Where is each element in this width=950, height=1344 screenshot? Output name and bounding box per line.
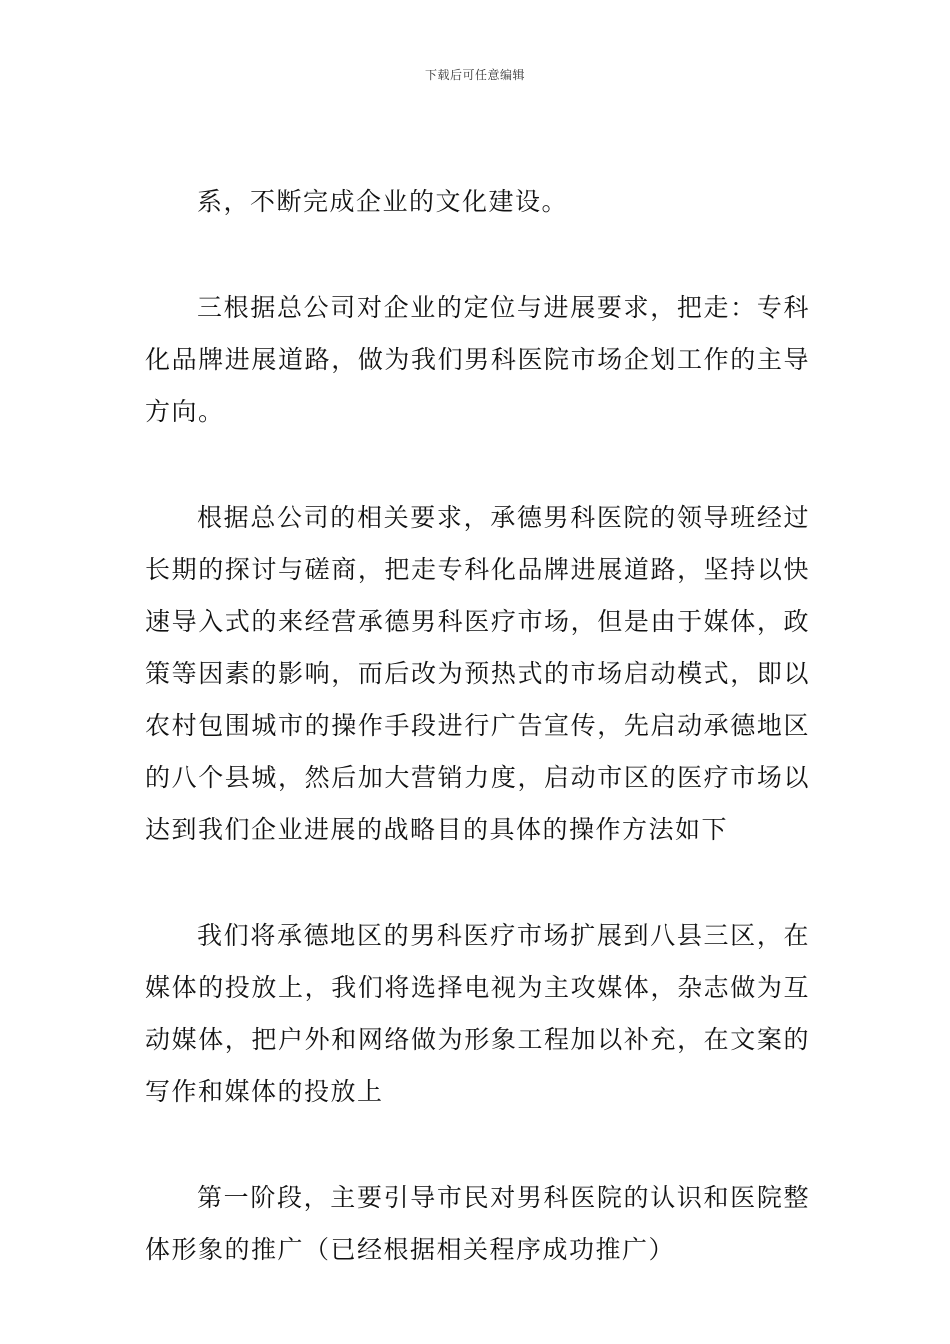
paragraph-gap bbox=[145, 438, 810, 492]
paragraph-gap bbox=[145, 856, 810, 910]
paragraph-2: 三根据总公司对企业的定位与进展要求，把走：专科化品牌进展道路，做为我们男科医院市场企划工作的主导方向。 bbox=[145, 293, 810, 426]
page-header-note: 下载后可任意编辑 bbox=[424, 68, 525, 82]
paragraph-3: 根据总公司的相关要求，承德男科医院的领导班经过长期的探讨与磋商，把走专科化品牌进展道路，坚持以快速导入式的来经营承德男科医疗市场，但是由于媒体，政策等因素的影响，而后改为预热式的市场启动模式，即以农村包围城市的操作手段进行广告宣传，先启动承德地区的八个县城，然后加大营销力度，启动市区的医疗市场以达到我们企业进展的战略目的具体的操作方法如下 bbox=[145, 503, 810, 844]
paragraph-gap bbox=[145, 228, 810, 282]
document-body bbox=[145, 176, 810, 1276]
paragraph-gap bbox=[145, 1118, 810, 1172]
paragraph-5: 第一阶段，主要引导市民对男科医院的认识和医院整体形象的推广（已经根据相关程序成功推广） bbox=[145, 1183, 810, 1264]
paragraph-4: 我们将承德地区的男科医疗市场扩展到八县三区，在媒体的投放上，我们将选择电视为主攻媒体，杂志做为互动媒体，把户外和网络做为形象工程加以补充，在文案的写作和媒体的投放上 bbox=[145, 921, 810, 1106]
paragraph-1: 系，不断完成企业的文化建设。 bbox=[197, 187, 569, 216]
